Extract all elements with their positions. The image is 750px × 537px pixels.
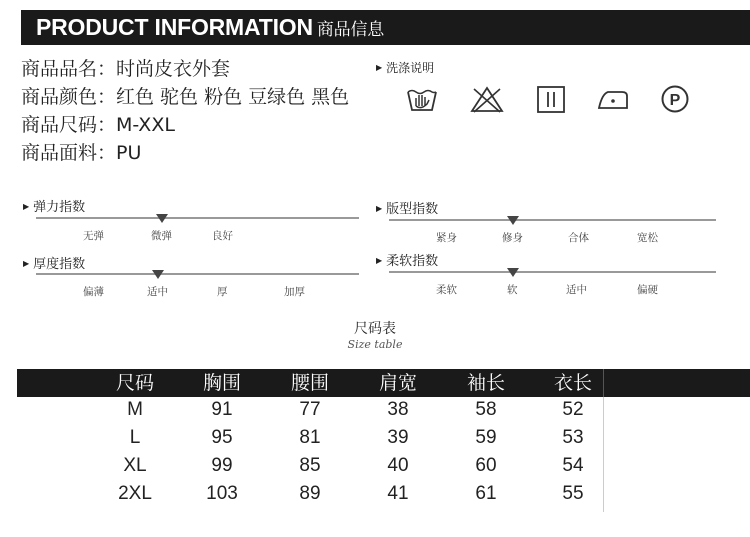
table-cell: 54: [562, 455, 584, 476]
fit-scale-title: [376, 198, 438, 217]
table-header-waist: 腰围: [290, 372, 329, 394]
iron-low-icon: [596, 84, 630, 114]
bullet-triangle-icon: ▶: [23, 259, 30, 268]
fit-label-regular: 合体: [568, 232, 589, 244]
table-cell: 60: [475, 455, 497, 476]
table-cell: 103: [206, 483, 238, 504]
table-cell: 41: [387, 483, 409, 504]
table-cell: 89: [299, 483, 321, 504]
svg-text:P: P: [669, 92, 681, 109]
elasticity-marker-icon: [156, 214, 168, 223]
softness-scale-line: [389, 271, 716, 273]
softness-label-soft: 柔软: [436, 284, 457, 296]
dry-clean-p-icon: [658, 84, 692, 114]
softness-label-softish: 软: [507, 284, 518, 296]
thickness-label-thin: 偏薄: [83, 286, 104, 298]
wash-title-text: 洗涤说明: [386, 61, 435, 75]
thickness-title-text: 厚度指数: [33, 257, 86, 272]
table-cell: 58: [475, 399, 497, 420]
table-cell: XL: [123, 455, 147, 476]
elasticity-label-slight: 微弹: [151, 230, 172, 242]
table-cell: 85: [299, 455, 321, 476]
info-product-material: 商品面料：PU: [21, 142, 142, 164]
table-header-shoulder: 肩宽: [378, 372, 417, 394]
header-title-text: PRODUCT INFORMATION: [36, 14, 313, 40]
table-header-size: 尺码: [115, 372, 154, 394]
info-product-sizes: 商品尺码：M-XXL: [21, 114, 175, 136]
fit-scale-line: [389, 219, 716, 221]
table-cell: 55: [562, 483, 584, 504]
info-product-colors: 商品颜色：红色 驼色 粉色 豆绿色 黑色: [21, 86, 350, 108]
elasticity-scale-line: [36, 217, 359, 219]
fit-label-slim: 修身: [502, 232, 523, 244]
size-table-subtitle: Size table: [347, 338, 403, 351]
header-subtitle: 商品信息: [316, 20, 385, 40]
size-table-title: 尺码表: [354, 321, 396, 337]
table-cell: 52: [562, 399, 584, 420]
table-cell: 2XL: [118, 483, 152, 504]
fit-title-text: 版型指数: [386, 202, 439, 217]
hand-wash-icon: [405, 84, 439, 114]
table-cell: 77: [299, 399, 321, 420]
thickness-scale-line: [36, 273, 359, 275]
thickness-label-medium: 适中: [147, 286, 168, 298]
table-cell: 61: [475, 483, 497, 504]
softness-scale-title: [376, 250, 438, 269]
softness-label-medium: 适中: [566, 284, 587, 296]
bullet-triangle-icon: ▶: [376, 204, 383, 213]
table-cell: 99: [211, 455, 233, 476]
table-header-chest: 胸围: [202, 372, 241, 394]
bullet-triangle-icon: ▶: [23, 202, 30, 211]
table-cell: 38: [387, 399, 409, 420]
table-cell: 39: [387, 427, 409, 448]
table-cell: M: [127, 399, 143, 420]
table-cell: 53: [562, 427, 584, 448]
thickness-marker-icon: [152, 270, 164, 279]
table-cell: 40: [387, 455, 409, 476]
fit-label-tight: 紧身: [436, 232, 457, 244]
thickness-label-thick: 厚: [217, 286, 228, 298]
elasticity-label-good: 良好: [212, 230, 233, 242]
table-cell: 81: [299, 427, 321, 448]
thickness-label-extra-thick: 加厚: [284, 286, 305, 298]
table-header-sleeve: 袖长: [466, 372, 505, 394]
fit-marker-icon: [507, 216, 519, 225]
bullet-triangle-icon: ▶: [376, 256, 383, 265]
thickness-scale-title: [23, 253, 85, 272]
line-dry-icon: [534, 84, 568, 114]
softness-marker-icon: [507, 268, 519, 277]
do-not-bleach-icon: [470, 84, 504, 114]
table-cell: 95: [211, 427, 233, 448]
page-title: [36, 14, 384, 41]
bullet-triangle-icon: ▶: [376, 63, 383, 72]
elasticity-title-text: 弹力指数: [33, 200, 86, 215]
softness-title-text: 柔软指数: [386, 254, 439, 269]
elasticity-label-none: 无弹: [83, 230, 104, 242]
table-cell: 59: [475, 427, 497, 448]
wash-instructions-title: [376, 59, 434, 76]
elasticity-scale-title: [23, 196, 85, 215]
table-cell: 91: [211, 399, 233, 420]
softness-label-hard: 偏硬: [637, 284, 658, 296]
fit-label-loose: 宽松: [637, 232, 658, 244]
table-cell: L: [129, 427, 141, 448]
info-product-name: 商品品名：时尚皮衣外套: [21, 58, 231, 80]
table-header-length: 衣长: [553, 372, 592, 394]
